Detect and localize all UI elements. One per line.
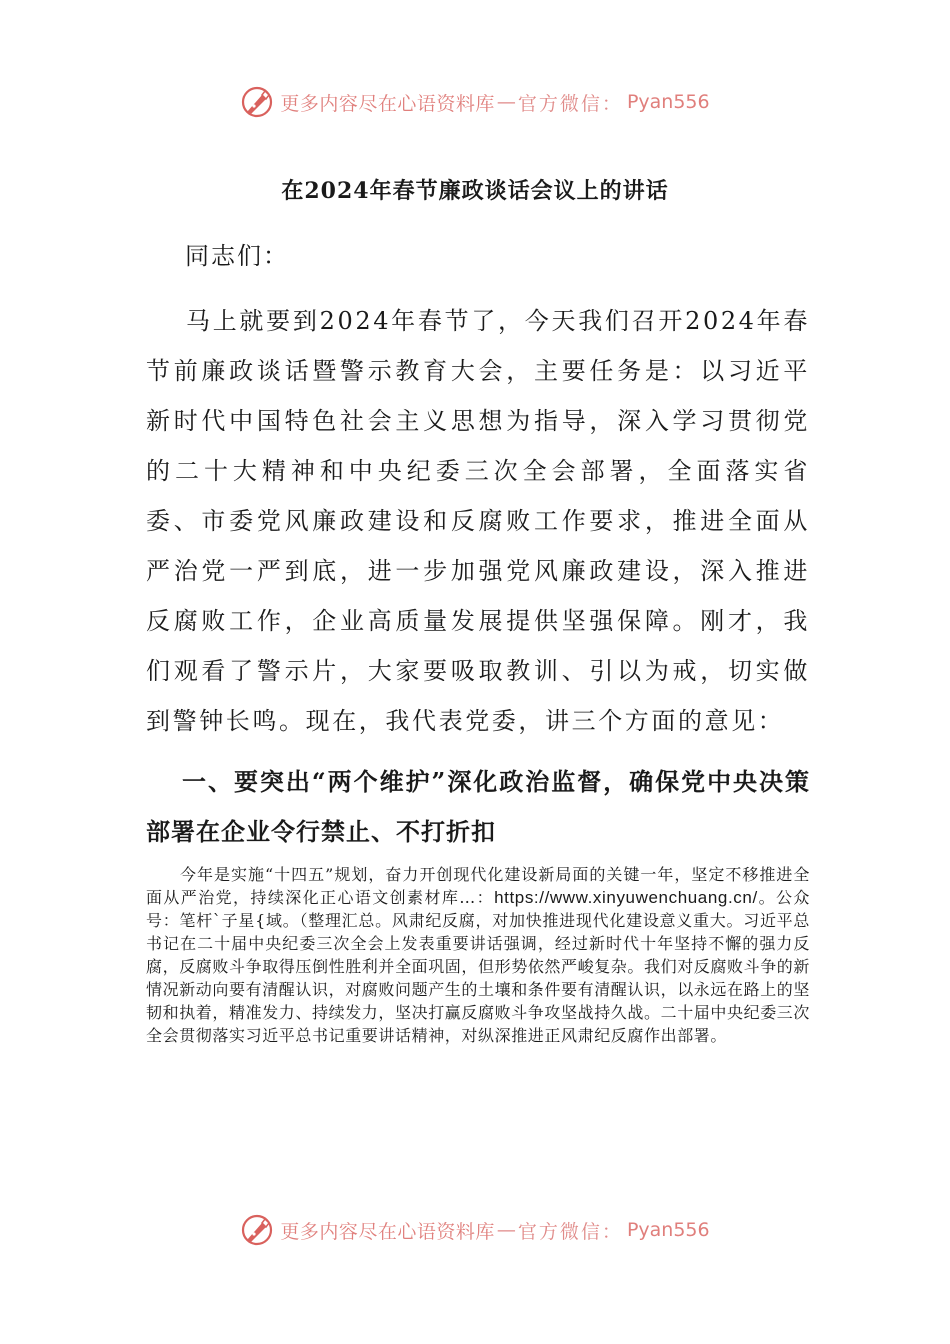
banner-wechat-label: 官方微信： — [517, 92, 623, 115]
footer-separator: — — [496, 1219, 516, 1241]
section-1-body — [146, 863, 810, 1047]
document-title: 在2024年春节廉政谈话会议上的讲话 — [281, 178, 669, 204]
section-1-body-part-1: 今年是实施“十四五”规划，奋力开创现代化建设新局面的关键一年，坚定不移推进全面从严治党，持续深化正心语文创素材库…： — [146, 865, 810, 907]
footer-wechat-id: Pyan556 — [626, 1219, 710, 1241]
section-1-heading: 一、要突出“两个维护”深化政治监督，确保党中央决策部署在企业令行禁止、不打折扣 — [146, 767, 810, 846]
footer-brand-text: 更多内容尽在心语资料库 — [280, 1220, 495, 1243]
salutation: 同志们： — [185, 242, 289, 270]
source-url-link[interactable]: https://www.xinyuwenchuang.cn/ — [494, 888, 758, 907]
banner-separator: — — [496, 91, 516, 113]
banner-wechat-id: Pyan556 — [626, 91, 710, 113]
banner-brand-text: 更多内容尽在心语资料库 — [280, 92, 495, 115]
pen-nib-logo-icon — [240, 85, 274, 119]
footer-wechat-label: 官方微信： — [517, 1220, 623, 1243]
section-1-body-part-2: 。公众号：笔杆`子星{域。（整理汇总。风肃纪反腐，对加快推进现代化建设意义重大。习近平总书记在二十届中央纪委三次全会上发表重要讲话强调，经过新时代十年坚持不懈的强力反腐，反腐败斗争取得压倒性胜利并全面巩固，但形势依然严峻复杂。我们对反腐败斗争的新情况新动向要有清醒认识，对腐败问题产生的土壤和条件要有清醒认识，以永远在路上的坚韧和执着，精准发力、持续发力，坚决打赢反腐败斗争攻坚战持久战。二十届中央纪委三次全会贯彻落实习近平总书记重要讲话精神，对纵深推进正风肃纪反腐作出部署。 — [146, 888, 811, 1045]
footer-banner — [0, 1208, 950, 1252]
intro-paragraph: 马上就要到2024年春节了，今天我们召开2024年春节前廉政谈话暨警示教育大会，主要任务是：以习近平新时代中国特色社会主义思想为指导，深入学习贯彻党的二十大精神和中央纪委三次全会部署，全面落实省委、市委党风廉政建设和反腐败工作要求，推进全面从严治党一严到底，进一步加强党风廉政建设，深入推进反腐败工作，企业高质量发展提供坚强保障。刚才，我们观看了警示片，大家要吸取教训、引以为戒，切实做到警钟长鸣。现在，我代表党委，讲三个方面的意见： — [146, 307, 810, 735]
header-banner — [0, 80, 950, 124]
pen-nib-logo-icon — [240, 1213, 274, 1247]
